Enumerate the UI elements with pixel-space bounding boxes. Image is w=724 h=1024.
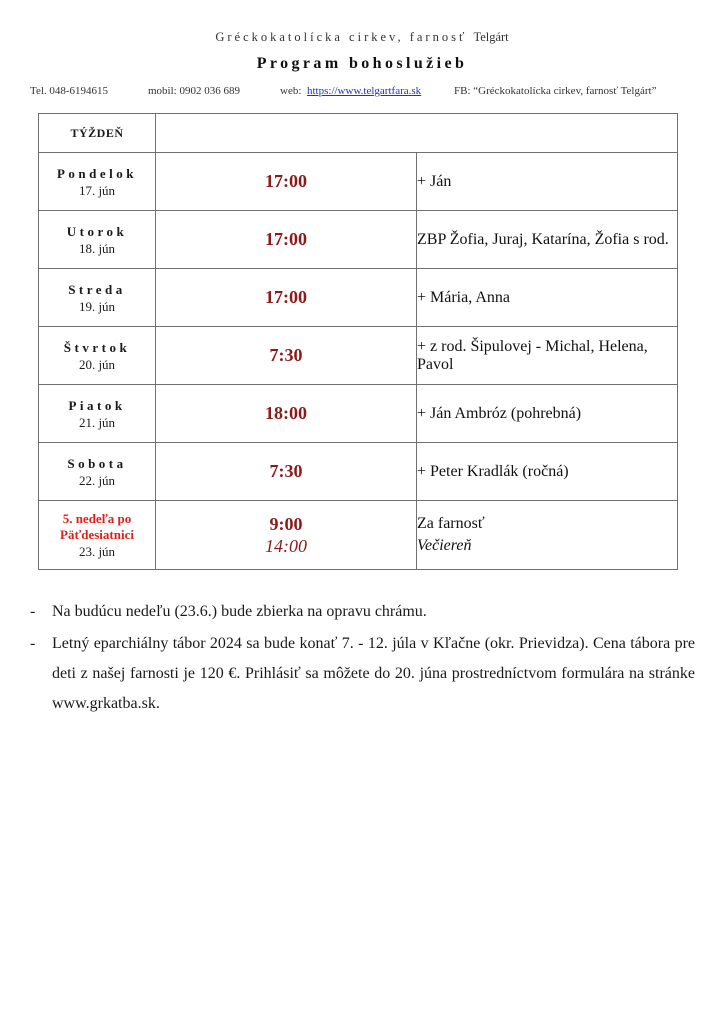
day-name: Piatok [68, 397, 126, 413]
day-date: 18. jún [78, 240, 116, 256]
week-label: TÝŽDEŇ [39, 114, 156, 153]
bullet-dash: - [30, 635, 36, 652]
time-cell [156, 443, 417, 501]
time-cell [156, 501, 417, 570]
day-name: Pondelok [56, 165, 137, 181]
day-name: Štvrtok [63, 339, 131, 355]
day-cell [39, 211, 156, 269]
service-time: 7:30 [269, 345, 303, 365]
day-cell [39, 327, 156, 385]
organization-name: Gréckokatolícka cirkev, farnosť [215, 30, 468, 44]
page-title: Program bohoslužieb [256, 55, 468, 72]
announcements [30, 597, 695, 721]
time-cell [156, 327, 417, 385]
service-time: 17:00 [265, 287, 307, 307]
intention-cell: + Peter Kradlák (ročná) [417, 443, 678, 501]
intention-cell [417, 501, 678, 570]
sunday-name-line2: Päťdesiatnici [60, 526, 134, 542]
table-header-row [39, 114, 678, 153]
day-date: 23. jún [78, 543, 116, 559]
day-date: 21. jún [78, 414, 116, 430]
time-cell [156, 385, 417, 443]
table-row [39, 385, 678, 443]
web-label: web: [280, 85, 302, 97]
intention-cell: + z rod. Šipulovej - Michal, Helena, Pavol [417, 327, 678, 385]
website-link[interactable]: https://www.telgartfara.sk [307, 85, 422, 97]
day-cell [39, 443, 156, 501]
day-date: 19. jún [78, 298, 116, 314]
time-cell [156, 269, 417, 327]
intention-cell: + Mária, Anna [417, 269, 678, 327]
intention-cell: + Ján Ambróz (pohrebná) [417, 385, 678, 443]
organization-parish: Telgárt [473, 30, 509, 44]
announcement-text: Letný eparchiálny tábor 2024 sa bude konať 7. - 12. júla v Kľačne (okr. Prievidza). Cena tábora pre deti z našej farnosti je 120 €. Prihlásiť sa môžete do 20. júna prostredníctvom formulára na stránke www.grkatba.sk. [52, 635, 695, 712]
time-cell [156, 211, 417, 269]
day-name: Sobota [67, 455, 127, 471]
day-name: Streda [68, 281, 126, 297]
service-time: 17:00 [265, 171, 307, 191]
sunday-row [39, 501, 678, 570]
table-row [39, 153, 678, 211]
day-date: 20. jún [78, 356, 116, 372]
table-row [39, 211, 678, 269]
day-name: Utorok [66, 223, 128, 239]
time-cell [156, 153, 417, 211]
service-time: 17:00 [265, 229, 307, 249]
intention-text: Za farnosť [417, 515, 485, 532]
sunday-name-line1: 5. nedeľa po [62, 510, 132, 526]
service-time: 7:30 [269, 461, 303, 481]
intention-cell: + Ján [417, 153, 678, 211]
phone-number: Tel. 048-6194615 [30, 85, 109, 97]
table-row [39, 327, 678, 385]
announcement-text: Na budúcu nedeľu (23.6.) bude zbierka na opravu chrámu. [52, 603, 427, 620]
schedule-table [38, 113, 678, 570]
day-cell [39, 153, 156, 211]
day-date: 17. jún [78, 182, 116, 198]
day-date: 22. jún [78, 472, 116, 488]
day-cell [39, 385, 156, 443]
list-item [30, 597, 695, 627]
table-row [39, 443, 678, 501]
mobile-number: mobil: 0902 036 689 [148, 85, 240, 97]
organization-header [0, 30, 724, 45]
facebook-info: FB: “Gréckokatolícka cirkev, farnosť Telgárt” [454, 85, 657, 97]
day-cell [39, 269, 156, 327]
header-empty-cell [156, 114, 678, 153]
intention-cell: ZBP Žofia, Juraj, Katarína, Žofia s rod. [417, 211, 678, 269]
table-row [39, 269, 678, 327]
vespers-time: 14:00 [265, 536, 307, 556]
day-cell [39, 501, 156, 570]
service-time: 9:00 [269, 514, 303, 534]
vespers-text: Večiereň [417, 537, 472, 554]
service-time: 18:00 [265, 403, 307, 423]
list-item [30, 629, 695, 719]
bullet-dash: - [30, 603, 36, 620]
